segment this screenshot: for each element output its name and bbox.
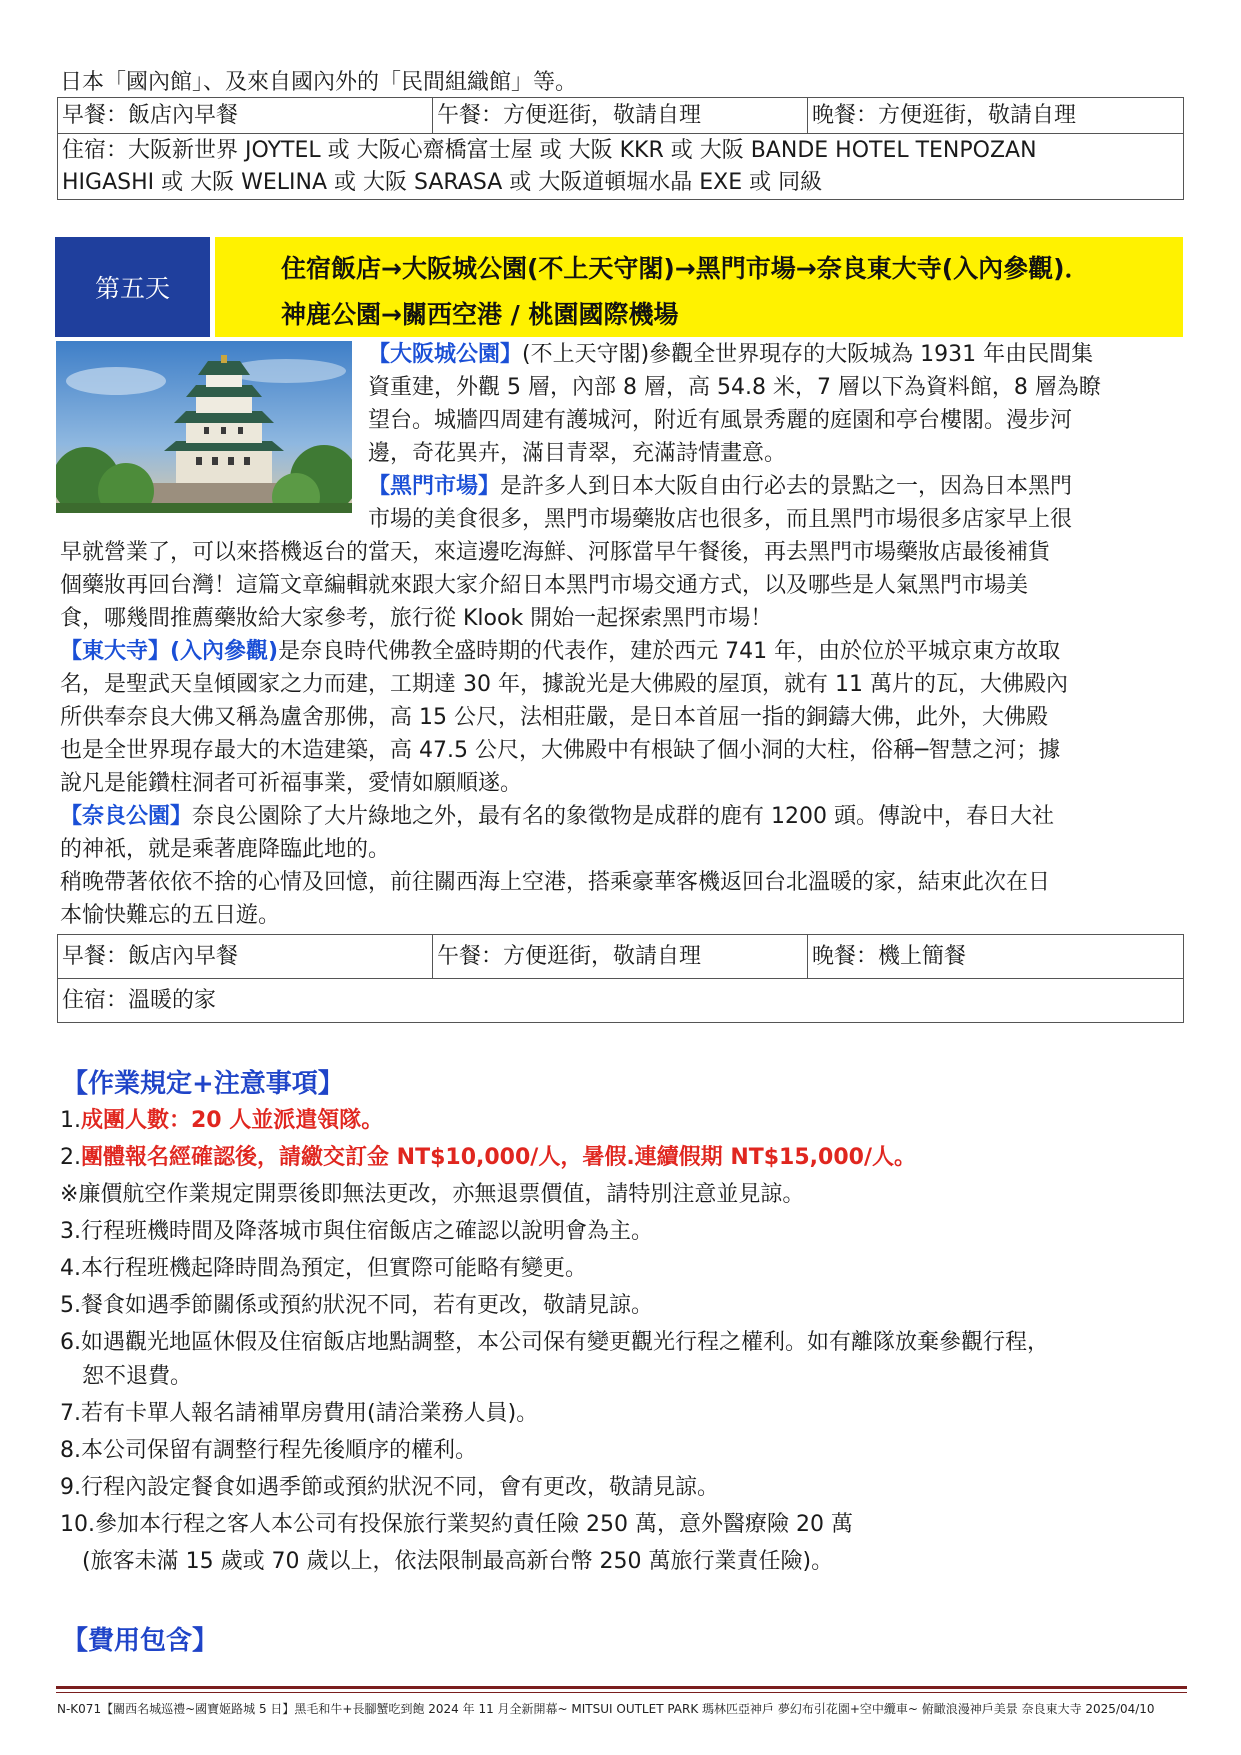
osaka-castle-line3: 望台。城牆四周建有護城河，附近有風景秀麗的庭園和亭台樓閣。漫步河 (368, 408, 1073, 433)
day5-meal-table (57, 934, 1184, 1023)
rule-item-7: 7.若有卡單人報名請補單房費用(請洽業務人員)。 (60, 1401, 539, 1426)
osaka-castle-tag: 【大阪城公園】 (368, 342, 523, 367)
todaiji-line4: 也是全世界現存最大的木造建築，高 47.5 公尺，大佛殿中有根缺了個小洞的大柱，俗稱─智慧之河；據 (60, 738, 1061, 763)
day5-title-line1: 住宿飯店→大阪城公園(不上天守閣)→黑門市場→奈良東大寺(入內參觀)． (281, 254, 1090, 283)
rule-item-4: 4.本行程班機起降時間為預定，但實際可能略有變更。 (60, 1256, 587, 1281)
kuromon-tag: 【黑門市場】 (368, 474, 501, 499)
page-footer: N-K071【關西名城巡禮~國寶姬路城 5 日】黑毛和牛+長腳蟹吃到飽 2024 年 11 月全新開幕~ MITSUI OUTLET PARK 瑪林匹亞神戶 夢幻布引花園+空中纜車~ 俯瞰浪漫神戶美景 奈良東大寺 2025/04/10 (57, 1702, 1155, 1716)
rule-item-5: 5.餐食如遇季節關係或預約狀況不同，若有更改，敬請見諒。 (60, 1293, 653, 1318)
kuromon-line4: 個藥妝再回台灣！這篇文章編輯就來跟大家介紹日本黑門市場交通方式，以及哪些是人氣黑門市場美 (60, 573, 1029, 598)
closing-line1: 稍晚帶著依依不捨的心情及回憶，前往關西海上空港，搭乘豪華客機返回台北溫暖的家，結束此次在日 (60, 870, 1051, 895)
rule-item-3: 3.行程班機時間及降落城市與住宿飯店之確認以說明會為主。 (60, 1219, 653, 1244)
rule-item-10-cont: (旅客未滿 15 歲或 70 歲以上，依法限制最高新台幣 250 萬旅行業責任險)。 (60, 1549, 834, 1574)
day4-hotel-line1: 住宿：大阪新世界 JOYTEL 或 大阪心齋橋富士屋 或 大阪 KKR 或 大阪 BANDE HOTEL TENPOZAN (62, 137, 1037, 163)
day5-breakfast: 早餐：飯店內早餐 (58, 935, 433, 979)
footer-rule (56, 1686, 1187, 1689)
rule-note-lcc: ※廉價航空作業規定開票後即無法更改，亦無退票價值，請特別注意並見諒。 (60, 1182, 805, 1207)
rule-item-1: 1.成團人數：20 人並派遣領隊。 (60, 1108, 384, 1133)
kuromon-line3: 早就營業了，可以來搭機返台的當天，來這邊吃海鮮、河豚當早午餐後，再去黑門市場藥妝店最後補貨 (60, 540, 1051, 565)
osaka-castle-line4: 邊，奇花異卉，滿目青翠，充滿詩情畫意。 (368, 441, 787, 466)
rule-item-6: 6.如遇觀光地區休假及住宿飯店地點調整，本公司保有變更觀光行程之權利。如有離隊放棄參觀行程， (60, 1330, 1049, 1355)
day4-tail-text: 日本「國內館」、及來自國內外的「民間組織館」等。 (60, 70, 578, 95)
nara-park-line1: 【奈良公園】奈良公園除了大片綠地之外，最有名的象徵物是成群的鹿有 1200 頭。傳說中，春日大社 (60, 804, 1054, 829)
day5-title-box (215, 237, 1183, 337)
day5-lunch: 午餐：方便逛街，敬請自理 (433, 935, 808, 979)
kuromon-line5: 食，哪幾間推薦藥妝給大家參考，旅行從 Klook 開始一起探索黑門市場！ (60, 606, 773, 631)
day4-meal-table (57, 97, 1184, 200)
rule-item-2: 2.團體報名經確認後，請繳交訂金 NT$10,000/人，暑假.連續假期 NT$15,000/人。 (60, 1145, 916, 1170)
kuromon-line1: 【黑門市場】是許多人到日本大阪自由行必去的景點之一，因為日本黑門 (368, 474, 1073, 499)
todaiji-line2: 名，是聖武天皇傾國家之力而建，工期達 30 年，據說光是大佛殿的屋頂，就有 11 萬片的瓦，大佛殿內 (60, 672, 1068, 697)
day4-breakfast: 早餐：飯店內早餐 (58, 98, 433, 134)
day5-dinner: 晚餐：機上簡餐 (808, 935, 1184, 979)
osaka-castle-line1: 【大阪城公園】(不上天守閣)參觀全世界現存的大阪城為 1931 年由民間集 (368, 342, 1094, 367)
fees-title: 【費用包含】 (62, 1626, 219, 1656)
rule-item-9: 9.行程內設定餐食如遇季節或預約狀況不同，會有更改，敬請見諒。 (60, 1475, 719, 1500)
day5-hotel: 住宿：溫暖的家 (58, 979, 1184, 1023)
day4-lunch: 午餐：方便逛街，敬請自理 (433, 98, 808, 134)
rule-item-8: 8.本公司保留有調整行程先後順序的權利。 (60, 1438, 477, 1463)
closing-line2: 本愉快難忘的五日遊。 (60, 903, 281, 928)
day4-hotel (58, 134, 1184, 200)
nara-park-tag: 【奈良公園】 (60, 804, 193, 829)
todaiji-tag: 【東大寺】(入內參觀) (60, 639, 279, 664)
osaka-castle-line2: 資重建，外觀 5 層，內部 8 層，高 54.8 米，7 層以下為資料館，8 層為瞭 (368, 375, 1101, 400)
day5-header (55, 237, 1183, 337)
day5-badge: 第五天 (55, 237, 210, 337)
rule-item-10: 10.參加本行程之客人本公司有投保旅行業契約責任險 250 萬，意外醫療險 20 萬 (60, 1512, 853, 1537)
rule-item-6-cont: 恕不退費。 (60, 1364, 193, 1389)
rules-title: 【作業規定+注意事項】 (62, 1069, 344, 1099)
todaiji-line3: 所供奉奈良大佛又稱為盧舍那佛，高 15 公尺，法相莊嚴，是日本首屈一指的銅鑄大佛，此外，大佛殿 (60, 705, 1048, 730)
todaiji-line5: 說凡是能鑽柱洞者可祈福事業，愛情如願順遂。 (60, 771, 523, 796)
kuromon-line2: 市場的美食很多，黑門市場藥妝店也很多，而且黑門市場很多店家早上很 (368, 507, 1073, 532)
nara-park-line2: 的神祇，就是乘著鹿降臨此地的。 (60, 837, 391, 862)
day4-hotel-line2: HIGASHI 或 大阪 WELINA 或 大阪 SARASA 或 大阪道頓堀水晶 EXE 或 同級 (62, 169, 823, 195)
todaiji-line1: 【東大寺】(入內參觀)是奈良時代佛教全盛時期的代表作，建於西元 741 年，由於位於平城京東方故取 (60, 639, 1061, 664)
day4-dinner: 晚餐：方便逛街，敬請自理 (808, 98, 1184, 134)
osaka-castle-photo (56, 341, 352, 513)
footer-rule-thin (56, 1692, 1187, 1693)
day5-title-line2: 神鹿公園→關西空港 / 桃園國際機場 (281, 300, 679, 329)
